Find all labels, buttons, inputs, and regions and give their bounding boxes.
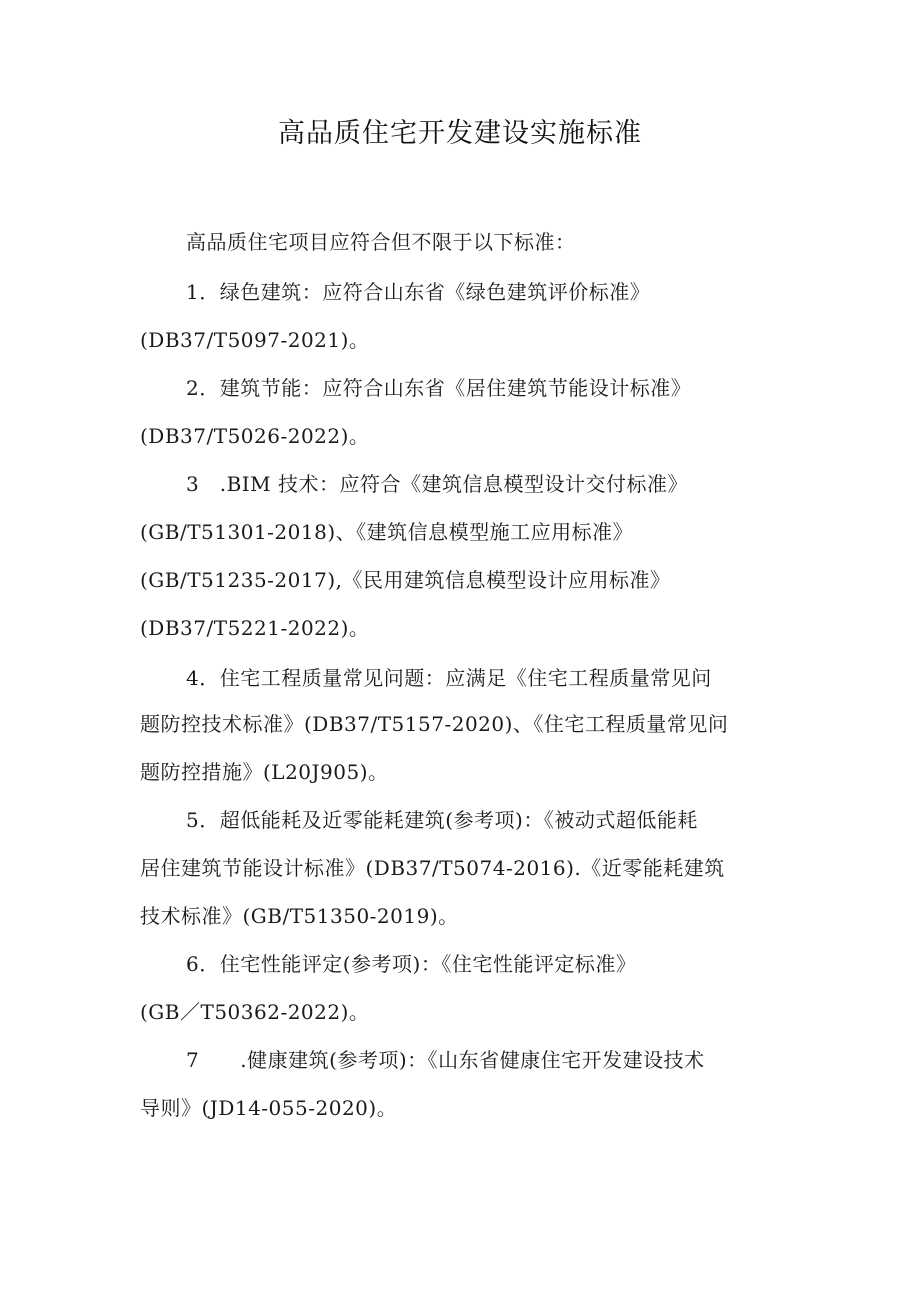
intro-paragraph: 高品质住宅项目应符合但不限于以下标准： <box>186 230 576 254</box>
item-6-line-1: 6．住宅性能评定(参考项)：《住宅性能评定标准》 <box>186 952 637 976</box>
item-3-line-1: 3 .BIM 技术：应符合《建筑信息模型设计交付标准》 <box>186 472 689 496</box>
item-5-line-1: 5．超低能耗及近零能耗建筑(参考项)：《被动式超低能耗 <box>186 808 698 832</box>
item-5-line-2: 居住建筑节能设计标准》(DB37/T5074-2016).《近零能耗建筑 <box>140 856 725 880</box>
document-title: 高品质住宅开发建设实施标准 <box>278 118 642 149</box>
item-4-line-2: 题防控技术标准》(DB37/T5157-2020)、《住宅工程质量常见问 <box>140 712 729 736</box>
item-7-line-1: 7 .健康建筑(参考项)：《山东省健康住宅开发建设技术 <box>186 1048 705 1072</box>
item-5-line-3: 技术标准》(GB/T51350-2019)。 <box>140 904 459 928</box>
item-1-line-1: 1．绿色建筑：应符合山东省《绿色建筑评价标准》 <box>186 280 651 304</box>
item-4-line-1: 4．住宅工程质量常见问题：应满足《住宅工程质量常见问 <box>186 666 712 690</box>
item-3-line-2: (GB/T51301-2018)、《建筑信息模型施工应用标准》 <box>140 520 634 544</box>
item-7-line-2: 导则》(JD14-055-2020)。 <box>140 1096 398 1120</box>
item-4-line-3: 题防控措施》(L20J905)。 <box>140 760 389 784</box>
item-3-line-3: (GB/T51235-2017),《民用建筑信息模型设计应用标准》 <box>140 568 671 592</box>
item-6-line-2: (GB／T50362-2022)。 <box>140 1000 370 1024</box>
item-3-line-4: (DB37/T5221-2022)。 <box>140 616 370 640</box>
item-2-line-1: 2．建筑节能：应符合山东省《居住建筑节能设计标准》 <box>186 376 692 400</box>
item-1-line-2: (DB37/T5097-2021)。 <box>140 328 370 352</box>
item-2-line-2: (DB37/T5026-2022)。 <box>140 424 370 448</box>
